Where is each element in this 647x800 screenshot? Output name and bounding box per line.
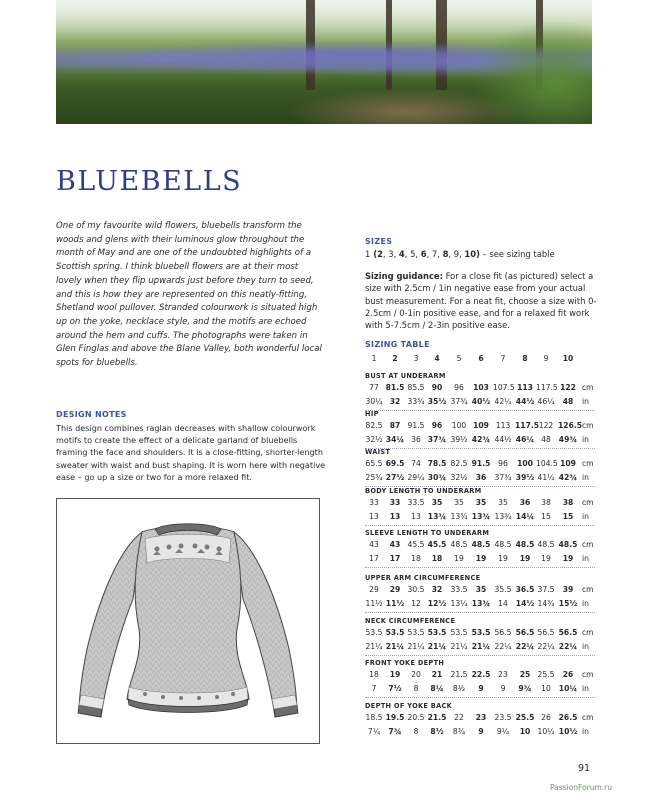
- table-cell: 37¾: [494, 473, 512, 482]
- table-cell: 32: [431, 585, 443, 594]
- row-divider: [365, 697, 595, 698]
- table-cell: 9: [500, 684, 506, 693]
- table-cell: 9: [478, 727, 484, 736]
- table-cell: 109: [473, 421, 489, 430]
- unit-label: cm: [582, 421, 594, 430]
- table-cell: 53.5: [407, 628, 425, 637]
- unit-label: cm: [582, 585, 594, 594]
- size-value: 2: [377, 249, 383, 259]
- unit-label: in: [582, 684, 589, 693]
- table-cell: 56.5: [494, 628, 512, 637]
- unit-label: in: [582, 397, 589, 406]
- table-cell: 39½: [450, 435, 468, 444]
- unit-label: cm: [582, 540, 594, 549]
- table-cell: 6: [478, 354, 484, 363]
- row-divider: [365, 567, 595, 568]
- table-cell: 1: [371, 354, 377, 363]
- unit-label: in: [582, 727, 589, 736]
- measurement-label: HIP: [365, 410, 379, 418]
- table-cell: 37¾: [450, 397, 468, 406]
- table-cell: 126.5: [558, 421, 583, 430]
- sizing-guidance-text: For a close fit (as pictured) select a size with 2.5cm / 1in negative ease from your actual bust measurement. For a neat fit, choose a size with 0-2.5cm / 0-1in positive ease, and for a relaxed fit work with 5-7.5cm / 2-3in positive ease.: [365, 271, 597, 331]
- table-cell: 9¼: [496, 727, 510, 736]
- size-value: 10: [464, 249, 477, 259]
- table-cell: 82.5: [450, 459, 468, 468]
- table-cell: 20.5: [407, 713, 425, 722]
- table-cell: 29¼: [407, 473, 425, 482]
- table-cell: 23: [475, 713, 487, 722]
- header-photo-bluebell-wood: [56, 0, 592, 124]
- table-cell: 30¼: [365, 397, 383, 406]
- sizes-paren: ): [476, 249, 480, 259]
- sweater-illustration: [56, 498, 320, 744]
- table-cell: 2: [392, 354, 398, 363]
- table-cell: 45.5: [407, 540, 425, 549]
- table-cell: 7½: [388, 684, 402, 693]
- table-cell: 21: [431, 670, 443, 679]
- measurement-label: BODY LENGTH TO UNDERARM: [365, 487, 482, 495]
- intro-paragraph: One of my favourite wild flowers, bluebells transform the woods and glens with their luminous glow throughout the month of May and are one of the undoubted highlights of a Scottish spring. I think bluebell flowers are at their most lovely when they flip upwards just before they turn to seed, and this is how they are represented on this neatly-fitting, Shetland wool pullover. Stranded colourwork is situated high up on the yoke, necklace style, and the motifs are echoed around the hem and cuffs. The photographs were taken in Glen Finglas and above the Blane Valley, both wonderful local spots for bluebells.: [56, 221, 322, 369]
- table-cell: 21¼: [427, 642, 447, 651]
- table-cell: 15: [562, 512, 574, 521]
- table-cell: 12½: [427, 599, 447, 608]
- table-cell: 43: [389, 540, 401, 549]
- table-cell: 35½: [427, 397, 447, 406]
- table-cell: 18: [411, 554, 421, 563]
- row-divider: [365, 655, 595, 656]
- measurement-label: BUST AT UNDERARM: [365, 372, 446, 380]
- sizing-guidance: [365, 270, 597, 331]
- table-cell: 53.5: [450, 628, 468, 637]
- size-value: 3: [388, 249, 394, 259]
- sizes-sep: ,: [437, 249, 443, 259]
- table-cell: 122: [560, 383, 576, 392]
- sizes-sep: ,: [404, 249, 411, 259]
- table-cell: 18.5: [365, 713, 383, 722]
- table-cell: 53.5: [427, 628, 447, 637]
- table-cell: 4: [434, 354, 440, 363]
- table-cell: 30.5: [407, 585, 425, 594]
- table-cell: 23: [498, 670, 508, 679]
- sizes-sep: ,: [393, 249, 399, 259]
- measurement-label: UPPER ARM CIRCUMFERENCE: [365, 574, 481, 582]
- table-cell: 74: [411, 459, 421, 468]
- table-cell: 8¾: [452, 727, 466, 736]
- table-cell: 44½: [515, 397, 535, 406]
- table-cell: 122: [538, 421, 554, 430]
- table-cell: 90: [431, 383, 443, 392]
- table-cell: 21¼: [450, 642, 468, 651]
- size-value: 9: [453, 249, 460, 259]
- table-cell: 56.5: [558, 628, 578, 637]
- table-cell: 42¾: [471, 435, 491, 444]
- table-cell: 10¼: [558, 684, 578, 693]
- table-cell: 48.5: [558, 540, 578, 549]
- table-cell: 19.5: [385, 713, 405, 722]
- table-cell: 17: [369, 554, 379, 563]
- table-cell: 8¼: [430, 684, 444, 693]
- table-cell: 43: [369, 540, 379, 549]
- table-cell: 36: [411, 435, 421, 444]
- design-notes-heading: DESIGN NOTES: [56, 410, 127, 419]
- unit-label: in: [582, 554, 589, 563]
- table-cell: 33.5: [407, 498, 425, 507]
- unit-label: cm: [582, 459, 594, 468]
- table-cell: 8: [522, 354, 528, 363]
- size-value: 5: [410, 249, 416, 259]
- table-cell: 48.5: [494, 540, 512, 549]
- table-cell: 19: [562, 554, 574, 563]
- table-cell: 117.5: [536, 383, 558, 392]
- table-cell: 14½: [515, 599, 535, 608]
- table-cell: 103: [473, 383, 489, 392]
- table-cell: 35: [475, 585, 487, 594]
- table-cell: 32: [389, 397, 401, 406]
- table-cell: 26: [562, 670, 574, 679]
- table-cell: 33: [389, 498, 401, 507]
- sizes-paren: (: [370, 249, 378, 259]
- table-cell: 38: [562, 498, 574, 507]
- table-cell: 8½: [430, 727, 444, 736]
- table-cell: 25.5: [537, 670, 555, 679]
- sizing-guidance-label: Sizing guidance:: [365, 271, 443, 281]
- table-cell: 35.5: [494, 585, 512, 594]
- table-cell: 5: [456, 354, 462, 363]
- table-cell: 21.5: [450, 670, 468, 679]
- page-number: 91: [578, 763, 591, 774]
- table-cell: 13¾: [471, 512, 491, 521]
- table-cell: 19: [454, 554, 464, 563]
- table-cell: 32½: [450, 473, 468, 482]
- table-cell: 45.5: [427, 540, 447, 549]
- unit-label: cm: [582, 383, 594, 392]
- table-cell: 21¼: [407, 642, 425, 651]
- table-cell: 53.5: [365, 628, 383, 637]
- sizes-sep: ,: [459, 249, 465, 259]
- table-cell: 77: [369, 383, 379, 392]
- sizes-list: [365, 249, 555, 259]
- measurement-label: SLEEVE LENGTH TO UNDERARM: [365, 529, 490, 537]
- table-cell: 7: [371, 684, 377, 693]
- table-cell: 30¾: [427, 473, 447, 482]
- measurement-label: WAIST: [365, 448, 391, 456]
- measurement-label: DEPTH OF YOKE BACK: [365, 702, 453, 710]
- measurement-label: FRONT YOKE DEPTH: [365, 659, 445, 667]
- sizes-sep: ,: [448, 249, 454, 259]
- table-cell: 19: [475, 554, 487, 563]
- table-cell: 13¾: [471, 599, 491, 608]
- table-cell: 36: [519, 498, 531, 507]
- table-cell: 19: [519, 554, 531, 563]
- sweater-drawing: [57, 499, 319, 743]
- table-cell: 22: [454, 713, 464, 722]
- table-cell: 81.5: [385, 383, 405, 392]
- table-cell: 38: [541, 498, 551, 507]
- table-cell: 35: [454, 498, 464, 507]
- table-cell: 21¼: [385, 642, 405, 651]
- table-cell: 8½: [452, 684, 466, 693]
- unit-label: cm: [582, 670, 594, 679]
- unit-label: in: [582, 599, 589, 608]
- table-cell: 25.5: [515, 713, 535, 722]
- table-cell: 26.5: [558, 713, 578, 722]
- table-cell: 113: [517, 383, 533, 392]
- size-value: 4: [398, 249, 405, 259]
- table-cell: 33: [369, 498, 379, 507]
- table-cell: 7¾: [388, 727, 402, 736]
- table-cell: 13¼: [450, 599, 468, 608]
- unit-label: cm: [582, 713, 594, 722]
- table-cell: 29: [369, 585, 379, 594]
- sizes-suffix: – see sizing table: [479, 249, 555, 259]
- size-value: 6: [420, 249, 427, 259]
- table-cell: 109: [560, 459, 576, 468]
- table-cell: 10: [541, 684, 551, 693]
- table-cell: 29: [389, 585, 401, 594]
- row-divider: [365, 410, 595, 411]
- table-cell: 49¾: [558, 435, 578, 444]
- table-cell: 13: [389, 512, 401, 521]
- table-cell: 100: [517, 459, 533, 468]
- table-cell: 96: [498, 459, 508, 468]
- table-cell: 21.5: [427, 713, 447, 722]
- measurement-label: NECK CIRCUMFERENCE: [365, 617, 456, 625]
- table-cell: 82.5: [365, 421, 383, 430]
- table-cell: 26: [541, 713, 551, 722]
- size-value: 7: [431, 249, 438, 259]
- table-cell: 13: [369, 512, 379, 521]
- table-cell: 78.5: [427, 459, 447, 468]
- table-cell: 12: [411, 599, 421, 608]
- table-cell: 11½: [365, 599, 383, 608]
- table-cell: 39: [562, 585, 574, 594]
- table-cell: 48.5: [450, 540, 468, 549]
- table-cell: 37¾: [427, 435, 447, 444]
- table-cell: 22¼: [515, 642, 535, 651]
- table-cell: 11½: [385, 599, 405, 608]
- table-cell: 96: [454, 383, 464, 392]
- design-notes-text: This design combines raglan decreases with shallow colourwork motifs to create the effect of a delicate garland of bluebells framing the face and shoulders. It is a close-fitting, shorter-length sweater with waist and bust shaping. It is worn here with negative ease – go up a size or two for a more relaxed fit.: [56, 423, 326, 482]
- table-cell: 36: [475, 473, 487, 482]
- table-cell: 113: [495, 421, 511, 430]
- table-cell: 36.5: [515, 585, 535, 594]
- table-cell: 40½: [471, 397, 491, 406]
- unit-label: in: [582, 642, 589, 651]
- row-divider: [365, 612, 595, 613]
- table-cell: 53.5: [471, 628, 491, 637]
- table-cell: 37.5: [537, 585, 555, 594]
- table-cell: 10: [519, 727, 531, 736]
- table-cell: 19: [541, 554, 551, 563]
- table-cell: 48: [541, 435, 551, 444]
- table-cell: 13¾: [427, 512, 447, 521]
- table-cell: 44½: [494, 435, 512, 444]
- table-cell: 15: [541, 512, 551, 521]
- table-cell: 23.5: [494, 713, 512, 722]
- table-cell: 13¾: [494, 512, 512, 521]
- table-cell: 14: [498, 599, 508, 608]
- size-value: 1: [365, 249, 371, 259]
- page-title: BLUEBELLS: [56, 166, 243, 197]
- table-cell: 19: [389, 670, 401, 679]
- table-cell: 10½: [558, 727, 578, 736]
- table-cell: 41¼: [537, 473, 555, 482]
- unit-label: in: [582, 435, 589, 444]
- table-cell: 18: [431, 554, 443, 563]
- table-cell: 100: [451, 421, 467, 430]
- size-value: 8: [442, 249, 449, 259]
- unit-label: in: [582, 512, 589, 521]
- sizing-table-heading: SIZING TABLE: [365, 340, 430, 349]
- table-cell: 17: [389, 554, 401, 563]
- table-cell: 18: [369, 670, 379, 679]
- table-cell: 56.5: [537, 628, 555, 637]
- table-cell: 33.5: [450, 585, 468, 594]
- table-cell: 14¾: [537, 599, 555, 608]
- row-divider: [365, 448, 595, 449]
- table-cell: 65.5: [365, 459, 383, 468]
- unit-label: in: [582, 473, 589, 482]
- table-cell: 39½: [515, 473, 535, 482]
- table-cell: 27½: [385, 473, 405, 482]
- unit-label: cm: [582, 628, 594, 637]
- table-cell: 56.5: [515, 628, 535, 637]
- table-cell: 85.5: [407, 383, 425, 392]
- table-cell: 69.5: [385, 459, 405, 468]
- table-cell: 35: [475, 498, 487, 507]
- table-cell: 48.5: [515, 540, 535, 549]
- table-cell: 21¼: [365, 642, 383, 651]
- table-cell: 10¼: [537, 727, 555, 736]
- sizes-heading: SIZES: [365, 237, 393, 246]
- table-cell: 19: [498, 554, 508, 563]
- table-cell: 9: [478, 684, 484, 693]
- table-cell: 32½: [365, 435, 383, 444]
- table-cell: 42¼: [494, 397, 512, 406]
- unit-label: cm: [582, 498, 594, 507]
- sizes-sep: ,: [382, 249, 389, 259]
- table-cell: 48.5: [537, 540, 555, 549]
- table-cell: 33¾: [407, 397, 425, 406]
- table-cell: 14¼: [515, 512, 535, 521]
- table-cell: 35: [498, 498, 508, 507]
- table-cell: 87: [389, 421, 401, 430]
- photo-fern: [472, 20, 592, 124]
- table-cell: 34¼: [385, 435, 405, 444]
- table-cell: 8: [413, 684, 419, 693]
- sizes-sep: ,: [426, 249, 432, 259]
- table-cell: 25¾: [365, 473, 383, 482]
- table-cell: 48.5: [471, 540, 491, 549]
- table-cell: 21¼: [471, 642, 491, 651]
- table-cell: 22¼: [558, 642, 578, 651]
- table-cell: 46¼: [537, 397, 555, 406]
- table-cell: 13: [411, 512, 421, 521]
- watermark: PassionForum.ru: [550, 783, 613, 792]
- table-cell: 3: [413, 354, 419, 363]
- table-cell: 7: [500, 354, 506, 363]
- table-cell: 91.5: [407, 421, 425, 430]
- table-cell: 15½: [558, 599, 578, 608]
- table-cell: 35: [431, 498, 443, 507]
- table-cell: 22.5: [471, 670, 491, 679]
- table-cell: 22¼: [537, 642, 555, 651]
- table-cell: 22¼: [494, 642, 512, 651]
- table-cell: 104.5: [536, 459, 558, 468]
- table-cell: 13¾: [450, 512, 468, 521]
- table-cell: 48: [562, 397, 574, 406]
- table-cell: 117.5: [515, 421, 540, 430]
- table-cell: 107.5: [493, 383, 515, 392]
- table-cell: 9: [543, 354, 549, 363]
- table-cell: 8: [413, 727, 419, 736]
- table-cell: 9¾: [518, 684, 532, 693]
- row-divider: [365, 525, 595, 526]
- table-cell: 25: [519, 670, 531, 679]
- table-cell: 42¾: [558, 473, 578, 482]
- table-cell: 10: [562, 354, 574, 363]
- table-cell: 7¼: [367, 727, 381, 736]
- table-cell: 46¼: [515, 435, 535, 444]
- sizes-sep: ,: [415, 249, 421, 259]
- table-cell: 20: [411, 670, 421, 679]
- table-cell: 96: [431, 421, 443, 430]
- table-cell: 53.5: [385, 628, 405, 637]
- table-cell: 91.5: [471, 459, 491, 468]
